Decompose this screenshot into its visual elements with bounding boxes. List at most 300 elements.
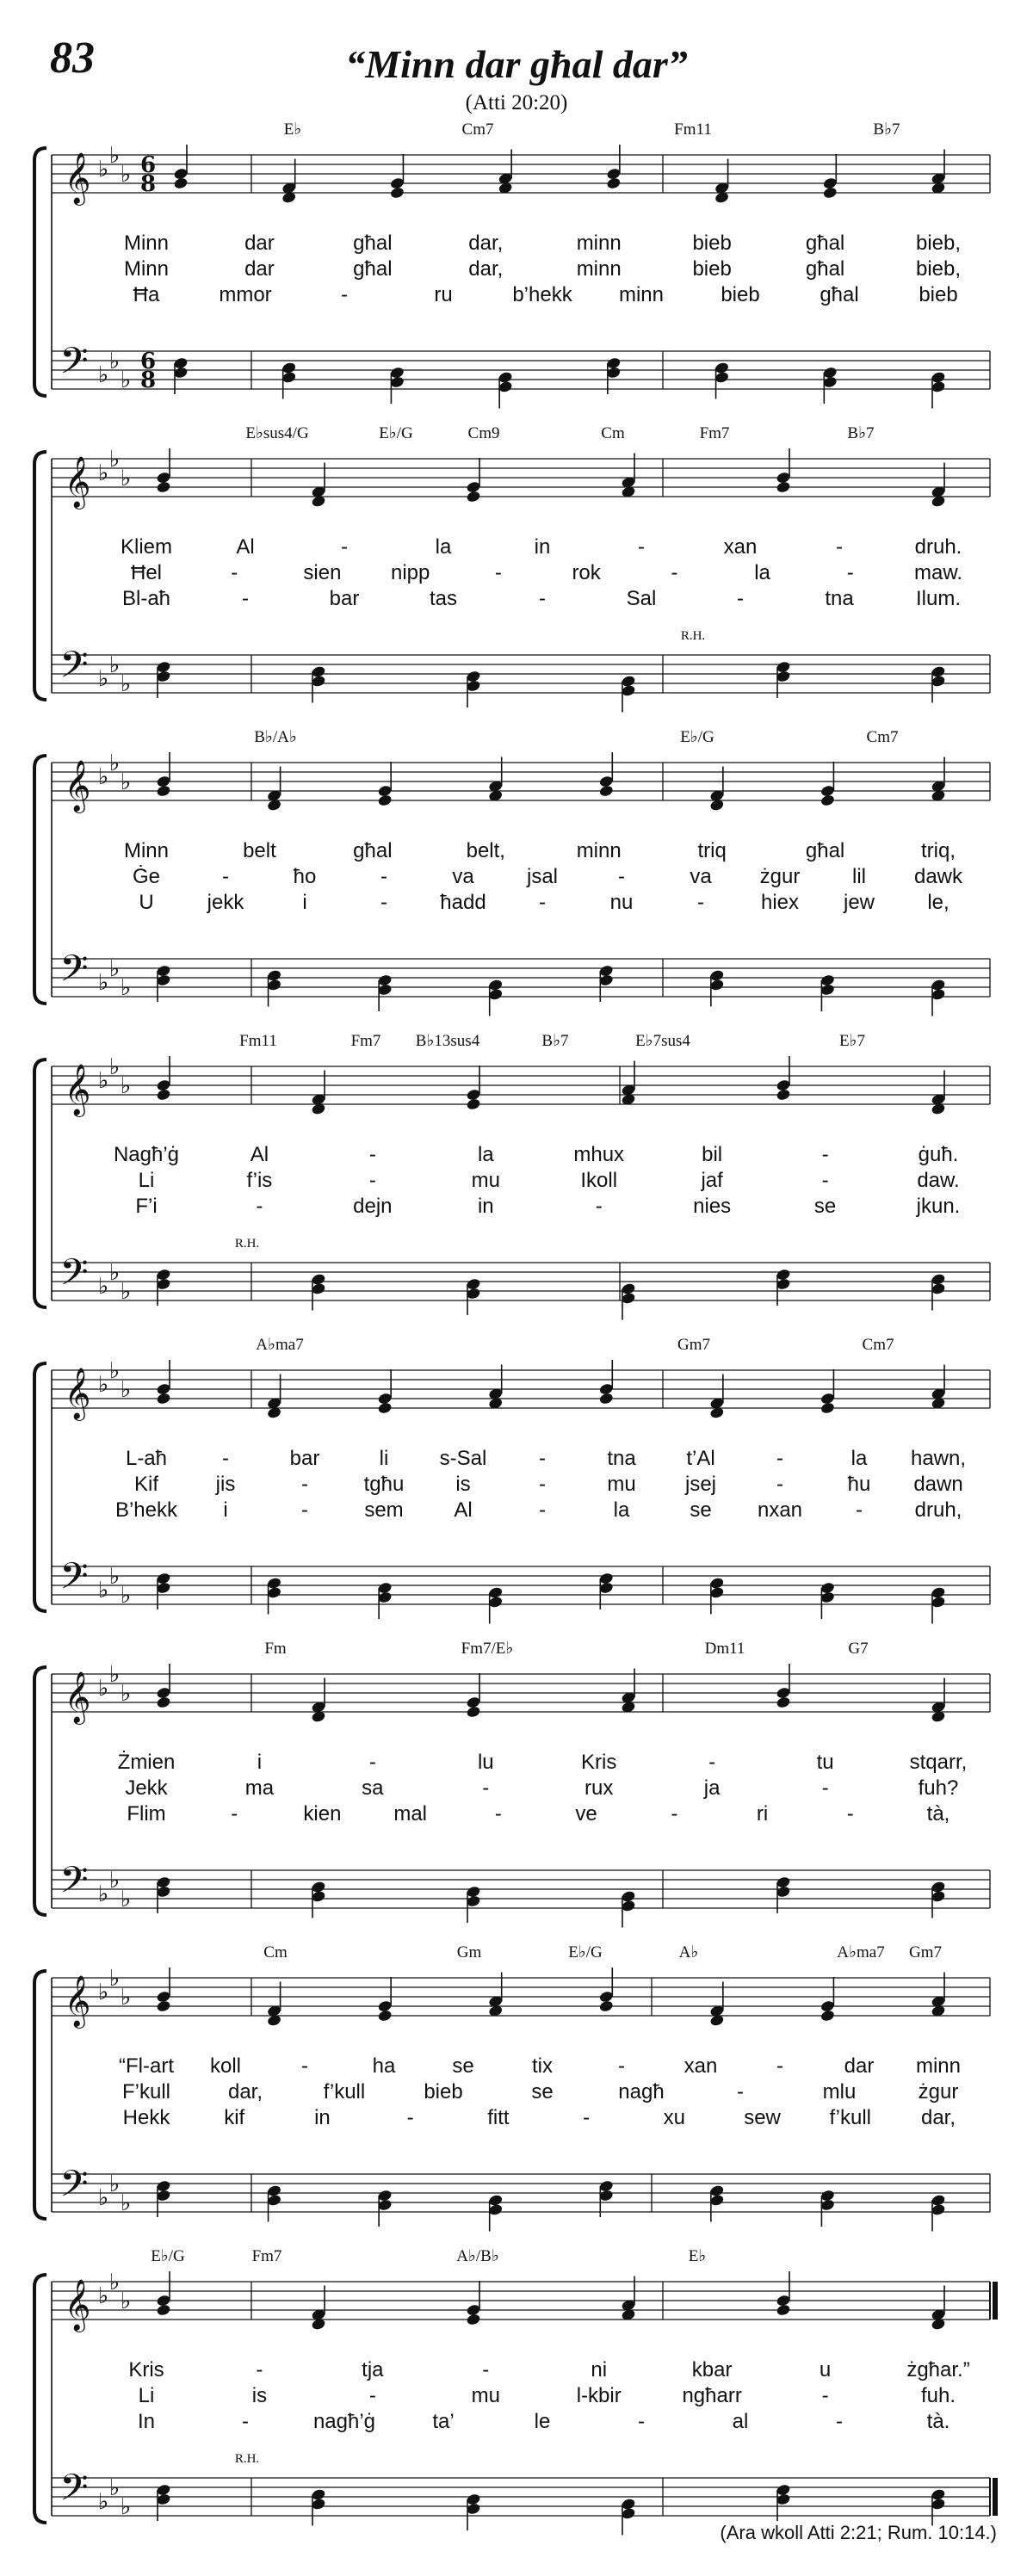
lyric-hyphen: -	[671, 1802, 678, 1825]
lyric-syllable: għal	[353, 839, 393, 862]
lyric-hyphen: -	[368, 1169, 376, 1192]
treble-notehead	[156, 784, 171, 797]
lyric-syllable: minn	[576, 839, 622, 862]
lyric-syllable: mhux	[573, 1143, 625, 1166]
lyric-hyphen: -	[846, 561, 854, 584]
lyric-syllable: se	[452, 2054, 474, 2078]
lyric-hyphen: -	[821, 1776, 829, 1800]
lyric-hyphen: -	[242, 587, 249, 610]
chord-symbol: Cm7	[862, 1336, 894, 1354]
lyric-syllable: Minn	[123, 257, 170, 281]
treble-notehead	[776, 480, 791, 493]
lyric-hyphen: -	[482, 2358, 490, 2381]
key-signature-flat: ♭	[120, 1073, 132, 1099]
lyric-hyphen: -	[368, 2384, 376, 2407]
lyric-syllable: minn	[915, 2054, 962, 2078]
key-signature-flat: ♭	[97, 2489, 109, 2515]
lyric-syllable: ru	[434, 283, 453, 306]
chord-symbol: G7	[848, 1640, 869, 1658]
key-signature-flat: ♭	[120, 2190, 132, 2216]
lyric-syllable: fuh?	[918, 1776, 959, 1800]
key-signature-flat: ♭	[97, 1676, 109, 1702]
lyric-syllable: dawn	[913, 1473, 963, 1496]
treble-notehead	[377, 2009, 393, 2022]
key-signature-flat: ♭	[108, 751, 121, 776]
lyric-hyphen: -	[494, 561, 502, 584]
lyric-hyphen: -	[618, 865, 625, 888]
lyric-syllable: nagħ	[618, 2080, 665, 2103]
key-signature-flat: ♭	[120, 1377, 132, 1403]
lyric-hyphen: -	[482, 1776, 490, 1800]
lyric-syllable: tas	[429, 587, 458, 610]
key-signature-flat: ♭	[108, 1868, 121, 1893]
lyric-syllable: mlu	[822, 2080, 857, 2103]
lyric-syllable: ġuħ.	[918, 1143, 959, 1166]
treble-clef: 𝄞	[64, 152, 91, 204]
lyric-syllable: għal	[805, 839, 845, 862]
lyric-syllable: Minn	[123, 232, 170, 255]
lyric-syllable: Nagħ’ġ	[113, 1143, 180, 1166]
lyric-syllable: maw.	[913, 561, 963, 584]
lyric-syllable: kif	[224, 2106, 245, 2129]
lyric-syllable: In	[137, 2410, 156, 2433]
chord-symbol: E♭/G	[151, 2247, 185, 2265]
lyric-syllable: Ħel	[130, 561, 163, 584]
chord-symbol: Dm11	[704, 1640, 745, 1658]
treble-clef: 𝄞	[64, 1064, 91, 1115]
lyric-syllable: va	[690, 865, 712, 888]
right-hand-mark: R.H.	[680, 629, 706, 643]
lyric-syllable: xan	[684, 2054, 718, 2078]
lyric-syllable: xu	[663, 2106, 686, 2129]
lyric-hyphen: -	[380, 891, 387, 914]
song-number: 83	[50, 34, 95, 83]
system-bracket	[34, 1363, 46, 1611]
key-signature-flat: ♭	[108, 1662, 121, 1688]
lyric-syllable: dar	[844, 2054, 875, 2078]
system-bracket	[34, 756, 46, 1004]
lyric-hyphen: -	[737, 587, 744, 610]
key-signature-flat: ♭	[97, 460, 109, 486]
lyric-syllable: dar,	[920, 2106, 956, 2129]
key-signature-flat: ♭	[108, 1054, 121, 1080]
key-signature-flat: ♭	[97, 1578, 109, 1603]
lyric-hyphen: -	[368, 1751, 376, 1774]
treble-clef: 𝄞	[64, 760, 91, 812]
chord-symbol: Gm7	[677, 1336, 710, 1354]
lyric-syllable: Ikoll	[580, 1169, 618, 1192]
key-signature-flat: ♭	[108, 1564, 121, 1590]
lyric-syllable: se	[531, 2080, 554, 2103]
chord-symbol: E♭	[283, 120, 302, 139]
lyric-syllable: triq,	[920, 839, 956, 862]
lyric-syllable: koll	[209, 2054, 242, 2078]
chord-symbol: E♭/G	[568, 1943, 603, 1961]
lyric-syllable: minn	[618, 283, 665, 306]
lyric-syllable: minn	[576, 232, 622, 255]
chord-symbol: E♭sus4/G	[245, 424, 309, 442]
lyric-syllable: bil	[702, 1143, 723, 1166]
lyric-syllable: ha	[372, 2054, 396, 2078]
key-signature-flat: ♭	[120, 162, 132, 188]
lyric-syllable: Kif	[133, 1473, 159, 1496]
chord-symbol: E♭7sus4	[635, 1032, 690, 1050]
lyric-syllable: dawk	[913, 865, 963, 888]
lyric-hyphen: -	[821, 2384, 829, 2407]
lyric-syllable: żgħar.”	[906, 2358, 970, 2381]
lyric-hyphen: -	[380, 865, 387, 888]
lyric-hyphen: -	[539, 891, 546, 914]
lyric-hyphen: -	[494, 1802, 502, 1825]
lyric-syllable: bieb	[424, 2080, 463, 2103]
lyric-syllable: Kris	[581, 1751, 617, 1774]
treble-clef: 𝄞	[64, 1975, 91, 2027]
lyric-syllable: F’kull	[121, 2080, 171, 2103]
chord-symbol: Fm7	[699, 424, 730, 442]
lyric-syllable: B’hekk	[114, 1498, 178, 1522]
treble-notehead	[820, 794, 835, 806]
system-bracket	[34, 452, 46, 700]
key-signature-flat: ♭	[108, 349, 121, 374]
lyric-syllable: jew	[843, 891, 875, 914]
lyric-syllable: Li	[138, 1169, 155, 1192]
lyric-syllable: kien	[303, 1802, 342, 1825]
lyric-hyphen: -	[836, 2410, 843, 2433]
lyric-hyphen: -	[776, 1447, 783, 1470]
lyric-syllable: fuh.	[920, 2384, 956, 2407]
lyric-syllable: nies	[693, 1195, 732, 1218]
key-signature-flat: ♭	[120, 368, 132, 393]
lyric-syllable: dejn	[353, 1195, 393, 1218]
chord-symbol: Fm	[264, 1640, 287, 1658]
lyric-syllable: jkun.	[916, 1195, 961, 1218]
lyric-hyphen: -	[737, 2080, 744, 2103]
key-signature-flat: ♭	[97, 1274, 109, 1300]
lyric-syllable: F’i	[135, 1195, 158, 1218]
chord-symbol: Gm7	[909, 1943, 942, 1961]
lyric-syllable: mu	[471, 1169, 500, 1192]
lyric-hyphen: -	[618, 2054, 625, 2078]
lyric-syllable: ħo	[293, 865, 317, 888]
lyric-hyphen: -	[539, 587, 546, 610]
lyric-hyphen: -	[776, 2054, 783, 2078]
key-signature-flat: ♭	[120, 671, 132, 697]
right-hand-mark: R.H.	[234, 2452, 260, 2466]
chord-symbol: A♭ma7	[256, 1336, 304, 1354]
lyric-hyphen: -	[821, 1143, 829, 1166]
lyric-syllable: jsal	[526, 865, 559, 888]
lyric-hyphen: -	[256, 2358, 263, 2381]
lyric-syllable: belt	[243, 839, 276, 862]
treble-clef: 𝄞	[64, 456, 91, 508]
lyric-syllable: mu	[471, 2384, 500, 2407]
lyric-syllable: nagħ’ġ	[312, 2410, 376, 2433]
time-signature: 6	[139, 349, 157, 374]
lyric-syllable: jaf	[701, 1169, 723, 1192]
lyric-syllable: li	[379, 1447, 389, 1470]
lyric-syllable: i	[302, 891, 307, 914]
lyric-syllable: bieb	[692, 232, 732, 255]
bass-clef: 𝄢	[59, 2163, 89, 2215]
lyric-syllable: Al	[236, 535, 255, 559]
lyric-syllable: għal	[805, 257, 845, 281]
lyric-syllable: dar,	[468, 232, 504, 255]
lyric-syllable: Ġe	[132, 865, 161, 888]
chord-symbol: Cm7	[866, 728, 899, 746]
lyric-syllable: le	[534, 2410, 551, 2433]
lyric-syllable: ħadd	[440, 891, 486, 914]
chord-symbol: Fm7	[251, 2247, 282, 2265]
lyric-syllable: jekk	[207, 891, 244, 914]
lyric-syllable: bieb,	[915, 257, 962, 281]
lyric-syllable: ja	[703, 1776, 721, 1800]
lyric-hyphen: -	[301, 2054, 308, 2078]
key-signature-flat: ♭	[97, 764, 109, 790]
lyric-syllable: le,	[927, 891, 949, 914]
lyric-hyphen: -	[638, 2410, 645, 2433]
chord-symbol: Fm11	[239, 1032, 277, 1050]
lyric-syllable: jis	[215, 1473, 236, 1496]
chord-symbol: B♭13sus4	[415, 1032, 480, 1050]
lyric-syllable: ve	[575, 1802, 597, 1825]
treble-notehead	[606, 176, 622, 189]
lyric-syllable: Flim	[127, 1802, 166, 1825]
lyric-syllable: f’kull	[323, 2080, 366, 2103]
chord-symbol: Cm7	[461, 120, 494, 139]
chord-symbol: A♭ma7	[837, 1943, 885, 1961]
treble-notehead	[598, 784, 614, 797]
chord-symbol: E♭/G	[680, 728, 714, 746]
treble-notehead	[820, 1401, 835, 1414]
lyric-hyphen: -	[242, 2410, 249, 2433]
lyric-syllable: f’is	[246, 1169, 273, 1192]
lyric-syllable: i	[223, 1498, 228, 1522]
lyric-syllable: daw.	[917, 1169, 960, 1192]
key-signature-flat: ♭	[97, 2185, 109, 2211]
lyric-syllable: al	[732, 2410, 749, 2433]
treble-notehead	[173, 176, 189, 189]
lyric-hyphen: -	[539, 1447, 546, 1470]
key-signature-flat: ♭	[120, 1279, 132, 1305]
time-signature: 6	[139, 152, 157, 178]
key-signature-flat: ♭	[108, 1260, 121, 1286]
lyric-hyphen: -	[671, 561, 678, 584]
lyric-syllable: b’hekk	[512, 283, 572, 306]
lyric-syllable: għal	[353, 257, 393, 281]
bass-clef: 𝄢	[59, 1859, 89, 1911]
treble-notehead	[156, 1696, 171, 1708]
key-signature-flat: ♭	[120, 2289, 132, 2314]
treble-notehead	[776, 1696, 791, 1708]
lyric-syllable: stqarr,	[909, 1751, 968, 1774]
treble-notehead	[156, 2303, 171, 2316]
lyric-syllable: “Fl-art	[119, 2054, 174, 2078]
lyric-syllable: Al	[250, 1143, 269, 1166]
key-signature-flat: ♭	[97, 1372, 109, 1398]
bass-clef: 𝄢	[59, 1555, 89, 1607]
lyric-syllable: żgur	[918, 2080, 959, 2103]
lyric-syllable: dar	[244, 232, 275, 255]
lyric-syllable: i	[257, 1751, 263, 1774]
lyric-syllable: l-kbir	[576, 2384, 622, 2407]
treble-clef: 𝄞	[64, 1671, 91, 1723]
lyric-syllable: la	[613, 1498, 630, 1522]
lyric-syllable: tà.	[926, 2410, 950, 2433]
lyric-hyphen: -	[301, 1498, 308, 1522]
treble-notehead	[156, 480, 171, 493]
lyric-syllable: druh,	[914, 1498, 962, 1522]
lyric-syllable: bieb	[692, 257, 732, 281]
lyric-syllable: rok	[572, 561, 601, 584]
chord-symbol: B♭/A♭	[254, 728, 297, 746]
key-signature-flat: ♭	[120, 975, 132, 1001]
key-signature-flat: ♭	[97, 1881, 109, 1907]
lyric-syllable: mu	[607, 1473, 636, 1496]
lyric-syllable: dar,	[227, 2080, 263, 2103]
lyric-syllable: u	[819, 2358, 832, 2381]
lyric-syllable: tna	[825, 587, 854, 610]
treble-notehead	[156, 1392, 171, 1405]
key-signature-flat: ♭	[108, 2270, 121, 2295]
lyric-syllable: t’Al	[686, 1447, 715, 1470]
treble-notehead	[156, 1088, 171, 1101]
treble-notehead	[822, 186, 838, 199]
lyric-syllable: dar	[244, 257, 275, 281]
lyric-syllable: s-Sal	[439, 1447, 487, 1470]
lyric-syllable: tgħu	[363, 1473, 405, 1496]
key-signature-flat: ♭	[120, 1985, 132, 2011]
lyric-hyphen: -	[231, 1802, 238, 1825]
treble-notehead	[377, 1401, 393, 1414]
lyric-hyphen: -	[222, 865, 229, 888]
time-signature: 8	[139, 368, 157, 393]
lyric-hyphen: -	[256, 1195, 263, 1218]
lyric-hyphen: -	[708, 1751, 716, 1774]
key-signature-flat: ♭	[120, 1887, 132, 1912]
chord-symbol: Fm7/E♭	[461, 1640, 514, 1658]
key-signature-flat: ♭	[108, 652, 121, 678]
treble-notehead	[598, 1392, 614, 1405]
key-signature-flat: ♭	[97, 1980, 109, 2005]
chord-symbol: A♭/B♭	[456, 2247, 499, 2265]
lyric-syllable: ta’	[432, 2410, 455, 2433]
lyric-hyphen: -	[776, 1473, 783, 1496]
lyric-syllable: Kliem	[120, 535, 173, 559]
lyric-syllable: tà,	[926, 1802, 950, 1825]
lyric-syllable: tix	[532, 2054, 553, 2078]
chord-symbol: Cm9	[467, 424, 500, 442]
key-signature-flat: ♭	[97, 157, 109, 182]
lyric-syllable: Sal	[626, 587, 657, 610]
bass-clef: 𝄢	[59, 2467, 89, 2518]
lyric-syllable: mal	[393, 1802, 428, 1825]
treble-clef: 𝄞	[64, 2279, 91, 2331]
lyric-syllable: Minn	[123, 839, 170, 862]
bass-clef: 𝄢	[59, 1251, 89, 1303]
lyric-syllable: tu	[816, 1751, 834, 1774]
lyric-syllable: ħu	[847, 1473, 871, 1496]
lyric-hyphen: -	[595, 1195, 603, 1218]
chord-symbol: B♭7	[873, 120, 900, 139]
lyric-syllable: tja	[362, 2358, 384, 2381]
treble-notehead	[776, 1088, 791, 1101]
lyric-syllable: hawn,	[910, 1447, 967, 1470]
key-signature-flat: ♭	[97, 2283, 109, 2309]
bass-clef: 𝄢	[59, 340, 89, 392]
treble-notehead	[776, 2303, 791, 2316]
lyric-syllable: la	[435, 535, 452, 559]
lyric-syllable: ri	[756, 1802, 769, 1825]
treble-notehead	[389, 186, 405, 199]
lyric-syllable: sa	[362, 1776, 384, 1800]
lyric-hyphen: -	[638, 535, 645, 559]
lyric-syllable: lil	[852, 865, 866, 888]
lyric-hyphen: -	[231, 561, 238, 584]
key-signature-flat: ♭	[108, 2475, 121, 2501]
lyric-syllable: Ħa	[133, 283, 160, 306]
lyric-syllable: f’kull	[829, 2106, 872, 2129]
lyric-syllable: in	[477, 1195, 494, 1218]
bass-clef: 𝄢	[59, 644, 89, 695]
lyric-hyphen: -	[856, 1498, 863, 1522]
lyric-syllable: se	[690, 1498, 712, 1522]
lyric-syllable: żgur	[759, 865, 801, 888]
time-signature: 8	[139, 171, 157, 197]
treble-notehead	[377, 794, 393, 806]
lyric-hyphen: -	[846, 1802, 854, 1825]
chord-symbol: E♭	[688, 2247, 707, 2265]
lyric-syllable: Al	[454, 1498, 473, 1522]
lyric-syllable: la	[851, 1447, 868, 1470]
lyric-hyphen: -	[539, 1473, 546, 1496]
system-bracket	[34, 1059, 46, 1307]
lyric-hyphen: -	[583, 2106, 591, 2129]
lyric-syllable: lu	[477, 1751, 494, 1774]
lyric-syllable: għal	[353, 232, 393, 255]
lyric-hyphen: -	[301, 1473, 308, 1496]
lyric-syllable: fitt	[487, 2106, 510, 2129]
treble-notehead	[466, 2313, 481, 2326]
treble-notehead	[156, 1999, 171, 2012]
lyric-syllable: ni	[591, 2358, 608, 2381]
key-signature-flat: ♭	[97, 362, 109, 388]
key-signature-flat: ♭	[108, 447, 121, 473]
lyric-hyphen: -	[406, 2106, 414, 2129]
treble-notehead	[466, 1097, 481, 1110]
key-signature-flat: ♭	[108, 1358, 121, 1384]
chord-symbol: E♭7	[838, 1032, 866, 1050]
lyric-syllable: nxan	[757, 1498, 803, 1522]
key-signature-flat: ♭	[120, 2494, 132, 2520]
chord-symbol: E♭/G	[379, 424, 413, 442]
lyric-hyphen: -	[697, 891, 704, 914]
lyric-syllable: tna	[607, 1447, 636, 1470]
treble-notehead	[466, 1705, 481, 1718]
lyric-syllable: la	[477, 1143, 494, 1166]
system-bracket	[34, 148, 46, 396]
lyric-syllable: is	[251, 2384, 268, 2407]
song-title: “Minn dar għal dar”	[345, 42, 688, 86]
key-signature-flat: ♭	[120, 1583, 132, 1609]
key-signature-flat: ♭	[108, 2171, 121, 2197]
lyric-syllable: għal	[805, 232, 845, 255]
lyric-syllable: nu	[609, 891, 634, 914]
lyric-syllable: xan	[723, 535, 758, 559]
lyric-hyphen: -	[836, 535, 843, 559]
lyric-syllable: jsej	[684, 1473, 717, 1496]
lyric-syllable: għal	[820, 283, 859, 306]
lyric-syllable: rux	[585, 1776, 614, 1800]
